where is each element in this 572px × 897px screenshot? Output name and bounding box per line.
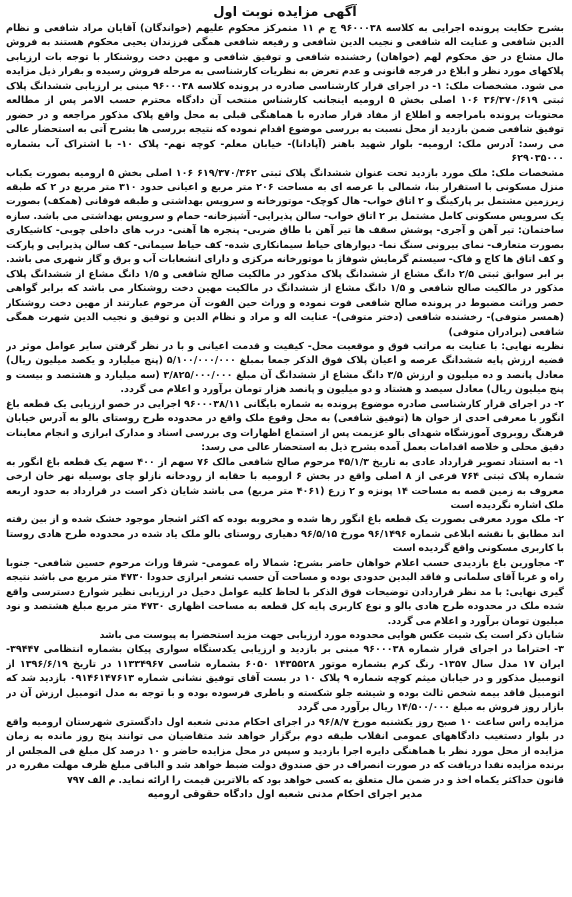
- notice-paragraph: ۳- مجاورین باغ بازدیدی حسب اعلام خواهان حاضر بشرح: شمالا راه عمومی- شرقا وراث مرحوم حسین شافعی- جنوبا راه و غربا آقای سلمانی و فاقد البدین حدودی بوده و مساحت آن حسب تشعر ابرازی حدودا ۴۷۳۰ متر مربع می باشد نتیجه گیری نهایی: با مد نظر قراردادن توضیحات فوق الذکر با لحاظ کلیه عوامل دخیل در ارزیابی نظیر شوارع دسترسی واقع شده ملک در محدوده طرح هادی بالو و نوع کاربری پایه کل قطعه به مساحت اظهاری ۴۷۳۰ متر مربع مبلغ هشتصد و نود میلیون تومان برآورد و اعلام می گردد.: [6, 557, 564, 627]
- notice-paragraph: شایان ذکر است یک شیت عکس هوایی محدوده مورد ارزیابی جهت مزید استحضرا به پیوست می باشد: [99, 630, 564, 642]
- notice-paragraph: ۲- ملک مورد معرفی بصورت یک قطعه باغ انگور رها شده و مخروبه بوده که اکثر اشجار موجود خشک شده و از بین رفته اند مطابق با نقشه ابلاغی شماره ۹۶/۱۴۹۶ مورخ ۹۶/۵/۱۵ دهیاری روستای بالو ملک یاد شده در محدوده طرح هادی روستا با کاربری مسکونی واقع گردیده است: [6, 514, 564, 555]
- notice-signature: مدیر اجرای احکام مدنی شعبه اول دادگاه حقوقی ارومیه: [147, 789, 423, 801]
- notice-paragraph: مزایده راس ساعت ۱۰ صبح روز یکشنبه مورخ ۹۶/۸/۷ در اجرای احکام مدنی شعبه اول دادگستری شهرستان ارومیه واقع در بلوار دستغیب دادگاههای عمومی انقلاب طبقه دوم برگزار خواهد شد متقاضیان می توانند پنج روز مانده به زمان مزایده از محل مورد نظر با هماهنگی دایره اجرا بازدید و سپس در محل مزایده حاضر و ۱۰ درصد کل مبلغ فی المجلس از برنده مزایده نقدا دریافت که در صورت انصراف در حق صندوق دولت ضبط خواهد شد و الباقی مبلغ ظرف مهلت مقرره در قانون حداکثر یکماه اخذ و در ضمن مال متعلق به کسی خواهد بود که بالاترین قیمت را ارائه نماید. م الف ۷۹۷: [6, 716, 564, 786]
- notice-paragraph: مشخصات ملک: ملک مورد بازدید تحت عنوان ششدانگ پلاک ثبتی ۶۱۹/۳۷۰/۳۶۲ ۱۰۶ اصلی بخش ۵ ارومیه بصورت یکباب منزل مسکونی با استقرار بنا، شمالی با عرصه ای به مساحت ۲۰۶ متر مربع و اعیانی حدود ۳۱۰ متر مربع در ۲ که طبقه زیرزمین مشتمل بر پارکینگ و ۲ اتاق خواب- هال کوچک- موتورخانه و سرویس بهداشتی و طبقه فوقانی (همکف) بصورت یک سرویس مسکونی کامل مشتمل بر ۲ اتاق خواب- سالن پذیرایی- آشپزخانه- حمام و سرویس بهداشتی می باشد. سازه ساختمان: تیر آهن و آجری- پوشش سقف ها تیر آهن با طاق ضربی- پنجره ها آهنی- درب های داخلی چوبی- کاشیکاری بصورت متعارف- نمای بیرونی سنگ نما- دیوارهای حیاط سیمانکاری شده- کف حیاط سیمانی- کف سالن پذیرایی و پارکت و کف اتاق ها کاج و فاک- سیستم گرمایش شوفاژ با موتورخانه مرکزی و دارای انشعابات آب و برق و گاز شهری می باشد. بر ابر سوابق ثبتی ۲/۵ دانگ مشاع از ششدانگ پلاک مذکور در مالکیت صالح شافعی و ۱/۵ دانگ مشاع از ششدانگ پلاک مذکور در مالکیت صالح شافعی و ۱/۵ دانگ مشاع از ششدانگ در مالکیت مهین دخت روشنکار می باشد که برابر گواهی حصر وراثت مضبوط در پرونده صالح شافعی فوت نموده و وراث حین الفوت آن مرحوم عبارتند از مهین دخت روشنکار (همسر متوفی)- رخشنده شافعی (دختر متوفی)- عنایت اله و مراد و نظام الدین و توفیق و نجیب الدین شهرت همگی شافعی (برادران متوفی): [6, 167, 564, 338]
- notice-title: آگهی مزایده نوبت اول: [213, 5, 357, 20]
- auction-notice: [6, 4, 564, 892]
- notice-paragraph: ۲- در اجرای قرار کارشناسی صادره موضوع پرونده به شماره بایگانی ۹۶۰۰۰۳۸/۱۱ اجرایی در خصو ارزیابی یک قطعه باغ انگور با معرفی احدی از خوان ها (توفیق شافعی) به محل وقوع ملک واقع در محدوده طرح روستای بالو به آدرس خیابان فرهنگ روبروی آموزشگاه شهدای بالو عزیمت پس از استماع اظهارات وی بررسی اسناد و مدارک ابرازی و انجام معاینات دقیق محلی و خلاصه اقدامات بعمل آمده بشرح ذیل به استحضار عالی می رسد:: [6, 398, 564, 454]
- notice-paragraph: ۱- به استناد تصویر قرارداد عادی به تاریخ ۴۵/۱/۳ مرحوم صالح شافعی مالک ۷۶ سهم از ۴۰۰ سهم یک قطعه باغ انگور به شماره پلاک ثبتی ۷۶۴ فرعی از ۸ اصلی واقع در بخش ۶ ارومیه با حقابه از رودخانه نازلو چای بوسیله نهر خان ارخی معروف به زمین قصه به مساحت ۱۴ پونزه و ۲ زرع (۴۰۶۱ متر مربع) می باشد شایان ذکر است در قرارداد به حدود اربعه ملک اشاره نگردیده است: [6, 456, 564, 511]
- notice-paragraph: بشرح حکایت پرونده اجرایی به کلاسه ۹۶۰۰۰۳۸ ج م ۱۱ متمرکز محکوم علیهم (خواندگان) آقایان مراد شافعی و نظام الدین شافعی و عنایت اله شافعی و نجیب الدین شافعی و رفیعه شافعی همگی فرزندان یحیی محکوم هستند به فروش مال مشاع در حق محکوم لهم (خواهان) رخشنده شافعی و توفیق شافعی و مهین دخت روشنکار با توجه بات ارزیابی پلاکهای مورد نظر و ابلاغ در فرجه قانونی و عدم تعرض به نظریات کارشناسی به مرحله فروش رسیده و بقرار ذیل مزایده می شود. مشخصات ملک: ۱- در اجرای قرار کارشناسی صادره در پرونده کلاسه ۹۶۰۰۰۳۸ مبنی بر ارزیابی ششدانگ پلاک ثبتی ۳۶/۳۷۰/۶۱۹ ۱۰۶ اصلی بخش ۵ ارومیه اینجانب کارشناس منتخب آن دادگاه محترم حسب الامر پس از مطالعه محتویات پرونده بامراجعه و اطلاع از مفاد قرار صادره با هماهنگی قبلی به محل واقع پلاک مذکور مراجعه و در حضور توفیق شافعی ضمن بازدید از محل نسبت به بررسی موضوع اقدام نموده که نتیجه بررسی ها بشرح آتی به استحضار عالی می رسد: آدرس ملک: ارومیه- بلوار شهید باهنر (آپادانا)- خیابان معلم- کوچه نهم- پلاک ۱۰- با اشتراک آب بشماره ۶۲۹۰۳۵۰۰۰: [6, 23, 564, 165]
- notice-paragraph: ۳- احتراما در اجرای قرار شماره ۹۶۰۰۰۳۸ مبنی بر بازدید و ارزیابی یکدستگاه سواری پیکان بشماره انتظامی ۳۹۴۴۷- ایران ۱۷ مدل سال ۱۳۵۷- رنگ کرم بشماره موتور ۱۴۳۵۵۲۸ ۶۰۵۰ بشماره شاسی ۱۱۳۳۴۹۶۷ در تاریخ ۱۳۹۶/۶/۱۹ از اتومبیل مذکور و در خیابان میثم کوچه شماره ۹ پلاک ۱۰ در بست آقای توفیق نشانی شماره ۰۹۱۴۶۱۴۷۶۱۳ بازدید شد که اتومبیل فاقد بیمه شخص ثالث بوده و شیشه جلو شکسته و باطری فرسوده بوده و با توجه به مدل اتومبیل ارزش آن در بازار روز فروش به مبلغ ۱۴/۵۰۰/۰۰۰ ریال برآورد می گردد: [6, 644, 564, 714]
- notice-paragraph: نظریه نهایی: با عنایت به مراتب فوق و موقعیت محل- کیفیت و قدمت اعیانی و با در نظر گرفتن سایر عوامل موثر در قضیه ارزش پایه ششدانگ عرصه و اعیان پلاک فوق الذکر جمعا بمبلغ ۵/۱۰۰/۰۰۰/۰۰۰ (پنج میلیارد و یکصد میلیون ریال) معادل پانصد و ده میلیون و ارزش ۳/۵ دانگ مشاع از ششدانگ آن مبلغ ۳/۸۲۵/۰۰۰/۰۰۰ (سه میلیارد و هشتصد و بیست و پنج میلیون ریال) معادل سیصد و هشتاد و دو میلیون و پانصد هزار تومان برآورد و اعلام می گردد.: [6, 340, 564, 396]
